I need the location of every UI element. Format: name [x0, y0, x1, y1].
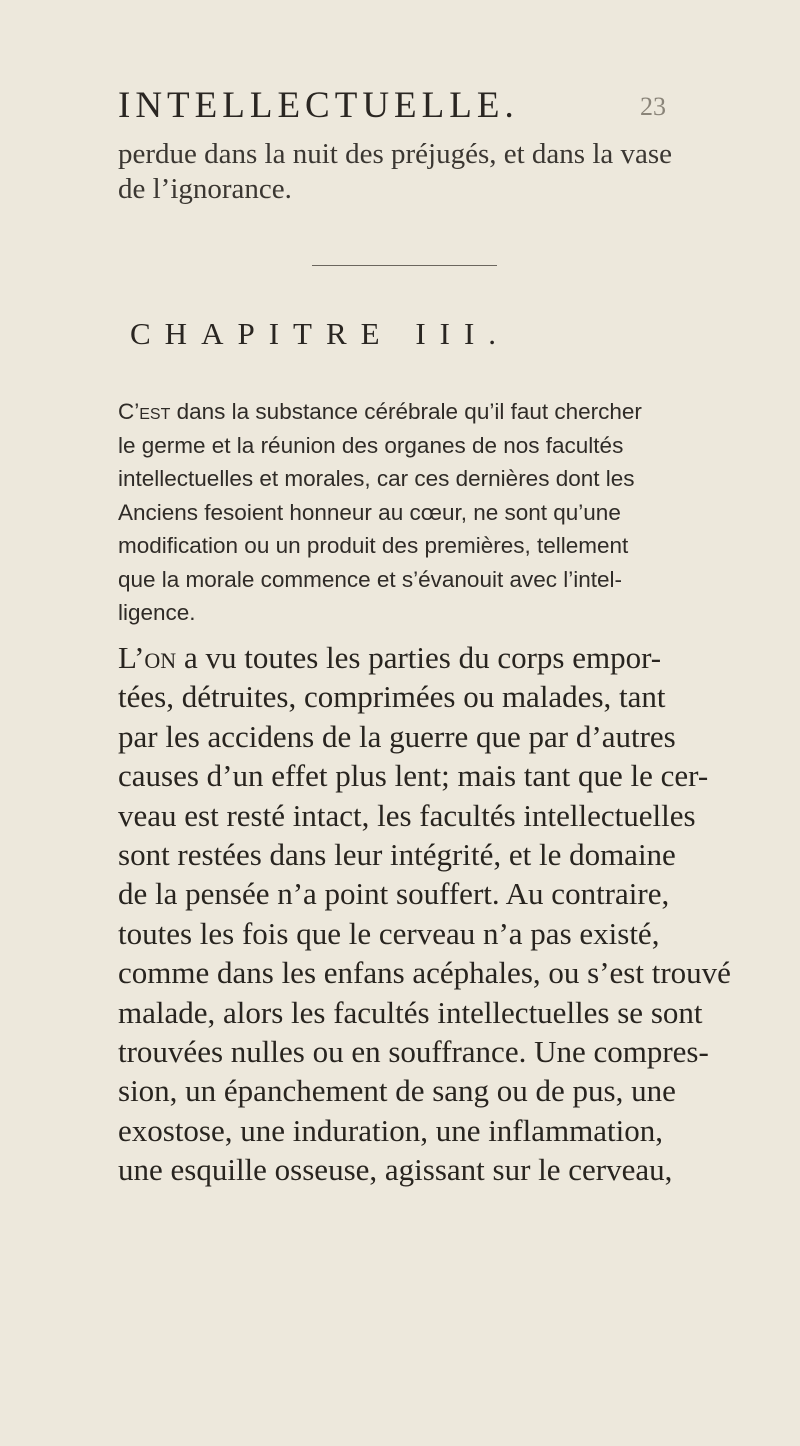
paragraph-lead-word: L’on [118, 640, 177, 675]
paragraph-line [118, 638, 718, 677]
paragraph-line: causes d’un effet plus lent; mais tant que le cer- [118, 758, 709, 794]
section-divider [312, 265, 497, 266]
paragraph-line: tées, détruites, comprimées ou malades, tant [118, 679, 666, 715]
paragraph-line: Anciens fesoient honneur au cœur, ne sont qu’une [118, 499, 621, 525]
paragraph-line-rest: a vu toutes les parties du corps empor- [176, 640, 662, 675]
chapter-title: CHAPITRE III. [130, 316, 511, 351]
paragraph-line: comme dans les enfans acéphales, ou s’est trouvé [118, 955, 731, 991]
paragraph-line: malade, alors les facultés intellectuelles se sont [118, 994, 703, 1030]
intro-text [118, 137, 698, 207]
paragraph-line: une esquille osseuse, agissant sur le cerveau, [118, 1152, 673, 1188]
page-number: 23 [640, 92, 666, 121]
paragraph-lead-word: C’est [118, 399, 171, 424]
paragraph-2 [118, 638, 731, 1190]
running-head-title: INTELLECTUELLE. [118, 85, 519, 126]
paragraph-1 [118, 395, 698, 630]
paragraph-line: ligence. [118, 600, 196, 625]
paragraph-line: veau est resté intact, les facultés intellectuelles [118, 797, 696, 833]
paragraph-line: sont restées dans leur intégrité, et le domaine [118, 837, 676, 873]
paragraph-line [118, 395, 698, 429]
intro-line: perdue dans la nuit des préjugés, et dans la vase [118, 138, 673, 170]
paragraph-line: exostose, une induration, une inflammation, [118, 1112, 663, 1148]
paragraph-line: le germe et la réunion des organes de nos facultés [118, 432, 624, 458]
paragraph-line: de la pensée n’a point souffert. Au contraire, [118, 876, 670, 912]
paragraph-line: modification ou un produit des premières, tellement [118, 533, 629, 558]
paragraph-line: que la morale commence et s’évanouit avec l’intel- [118, 566, 622, 592]
paragraph-line: toutes les fois que le cerveau n’a pas existé, [118, 915, 660, 951]
paragraph-line: par les accidens de la guerre que par d’autres [118, 718, 676, 754]
paragraph-line-rest: dans la substance cérébrale qu’il faut chercher [170, 399, 642, 424]
intro-line: de l’ignorance. [118, 173, 292, 205]
paragraph-line: intellectuelles et morales, car ces dernières dont les [118, 466, 635, 491]
paragraph-line: trouvées nulles ou en souffrance. Une compres- [118, 1034, 709, 1070]
paragraph-line: sion, un épanchement de sang ou de pus, une [118, 1073, 676, 1109]
